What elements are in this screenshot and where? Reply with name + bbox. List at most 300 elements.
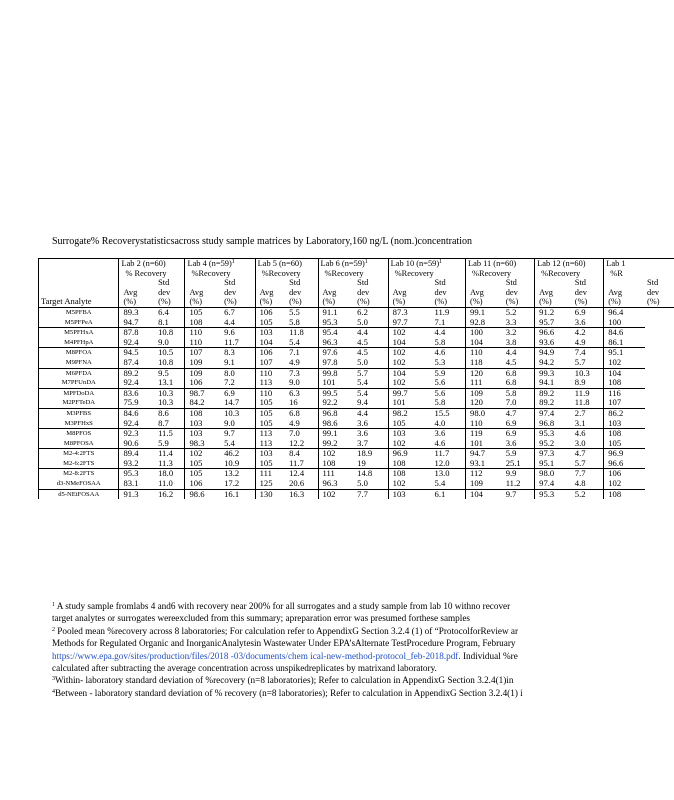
std-value: 8.0 [224, 367, 235, 378]
std-value: 16 [287, 398, 318, 408]
std-value: 18.0 [158, 468, 174, 479]
std-value: 6.9 [224, 387, 235, 398]
std-dev-header [645, 278, 674, 297]
avg-value: 95.3 [535, 489, 573, 499]
avg-value: 93.1 [466, 459, 504, 469]
avg-header [255, 278, 287, 297]
avg-value: 100 [466, 328, 504, 338]
std-value: 11.2 [504, 479, 535, 489]
std-value: 5.6 [434, 387, 446, 398]
table-row [39, 419, 674, 429]
std-value: 2.7 [574, 407, 586, 418]
dev-label: dev [357, 287, 370, 297]
avg-value: 105 [255, 419, 287, 429]
std-value: 4.6 [433, 439, 466, 449]
avg-value: 102 [388, 378, 432, 388]
std-value: 6.1 [434, 488, 446, 499]
avg-value: 101 [318, 378, 355, 388]
avg-value: 100 [604, 318, 645, 328]
avg-value: 98.3 [185, 439, 222, 449]
std-value: 5.3 [433, 358, 466, 368]
avg-value: 101 [466, 439, 504, 449]
dev-label: dev [574, 287, 587, 297]
avg-value: 109 [185, 358, 222, 368]
avg-value: 95.3 [123, 468, 139, 479]
avg-value: 94.1 [535, 378, 573, 388]
std-value: 14.7 [222, 398, 255, 408]
avg-value: 98.6 [185, 489, 222, 499]
avg-value: 103 [185, 429, 222, 439]
avg-value: 103 [604, 419, 645, 429]
avg-value: 120 [466, 368, 504, 378]
std-value: 5.7 [573, 358, 604, 368]
avg-label: Avg [470, 287, 484, 297]
std-value: 5.8 [433, 398, 466, 408]
std-value: 3.6 [573, 318, 604, 328]
avg-value: 101 [388, 398, 432, 408]
avg-value: 108 [185, 408, 222, 418]
avg-unit: (%) [466, 297, 504, 307]
avg-value: 105 [185, 459, 222, 469]
lab-header [388, 259, 465, 269]
std-unit: (%) [645, 297, 674, 307]
avg-value: 87.3 [388, 307, 432, 317]
avg-value: 104 [604, 368, 645, 378]
footnote-4: $^4$Between - laboratory standard deviation of % recovery (n=8 laboratories); Refer to calculation in AppendixG Section 3.2.4(1) i [52, 687, 523, 698]
std-value: 5.7 [357, 367, 368, 378]
avg-value: 106 [255, 307, 287, 317]
std-label: Std [158, 278, 170, 288]
std-value: 5.4 [357, 387, 368, 398]
avg-value: 84.6 [604, 328, 645, 338]
analyte-name: M3PFHxS [39, 419, 119, 429]
avg-value: 95.1 [535, 459, 573, 469]
analyte-name: M2PFTeDA [39, 398, 119, 408]
avg-value: 110 [466, 348, 504, 358]
lab-header [185, 259, 255, 269]
std-value: 11.5 [158, 428, 173, 439]
avg-value: 103 [185, 419, 222, 429]
std-value: 7.7 [357, 488, 368, 499]
analyte-name: M5PFHxA [39, 328, 119, 338]
avg-value: 90.6 [119, 439, 156, 449]
std-value: 5.2 [505, 306, 517, 317]
avg-label: Avg [123, 287, 138, 297]
std-value: 11.8 [289, 327, 304, 338]
avg-value: 94.5 [123, 347, 139, 358]
avg-value: 98.7 [185, 388, 222, 398]
avg-value: 99.2 [318, 439, 355, 449]
analyte-name: M5PFBA [39, 307, 119, 317]
std-value: 8.9 [573, 378, 604, 388]
std-unit: (%) [355, 297, 388, 307]
table-row [39, 479, 674, 489]
avg-value: 89.2 [123, 367, 139, 378]
analyte-name: M2-6:2FTS [39, 459, 119, 469]
avg-unit: (%) [185, 297, 222, 307]
std-value: 4.6 [574, 428, 586, 439]
avg-value: 84.6 [123, 407, 139, 418]
avg-value: 96.8 [535, 419, 573, 429]
avg-value: 110 [185, 338, 222, 348]
std-value: 6.8 [505, 367, 517, 378]
std-value: 4.9 [287, 358, 318, 368]
analyte-name: M8PFOSA [39, 439, 119, 449]
recovery-table [38, 258, 674, 499]
std-dev-header [287, 278, 318, 297]
std-value: 9.1 [222, 358, 255, 368]
avg-value: 102 [604, 358, 645, 368]
footnote-3: $^3$Within- laboratory standard deviation of %recovery (n=8 laboratories); Refer to calculation in AppendixG Section 3.2.4(1)in [52, 675, 514, 686]
std-value: 16.3 [289, 488, 305, 499]
std-value: 15.5 [434, 407, 450, 418]
avg-value: 89.3 [123, 306, 139, 317]
lab-name: Lab 12 (n=60) [537, 259, 586, 268]
avg-unit: (%) [388, 297, 432, 307]
avg-value: 95.3 [535, 429, 573, 439]
analyte-name: M3PFBS [39, 408, 119, 418]
std-value: 18.9 [357, 448, 373, 459]
avg-value: 103 [388, 429, 432, 439]
std-value: 6.4 [158, 306, 169, 317]
footnote-1: $^1$ A study sample fromlabs 4 and6 with recovery near 200% for all surrogates and a study sample from lab 10 withno recover [52, 601, 511, 611]
avg-value: 96.9 [388, 449, 432, 459]
avg-value: 107 [604, 398, 645, 408]
std-value: 11.9 [434, 306, 450, 317]
avg-value: 96.8 [318, 408, 355, 418]
std-label: Std [505, 278, 517, 288]
avg-value: 95.2 [535, 439, 573, 449]
avg-value: 102 [604, 479, 645, 489]
std-value: 9.4 [355, 398, 388, 408]
avg-value: 92.8 [466, 318, 504, 328]
std-value: 4.0 [433, 419, 466, 429]
std-value: 13.0 [434, 468, 450, 479]
avg-value: 94.2 [535, 358, 573, 368]
recovery-header: %R [604, 269, 674, 279]
avg-value: 89.4 [123, 448, 139, 459]
avg-value: 84.2 [185, 398, 222, 408]
table-row [39, 338, 674, 348]
std-value: 5.8 [505, 387, 517, 398]
std-value: 4.4 [505, 347, 517, 358]
footnote-2-link-line: https://www.epa.gov/sites/production/files/2018 -03/documents/chem ical-new-method-protocol_feb-2018.pdf. Individual %re [52, 650, 518, 661]
std-value: 4.2 [574, 327, 586, 338]
dev-label: dev [647, 287, 660, 297]
avg-value: 97.3 [535, 449, 573, 459]
std-dev-header [156, 278, 185, 297]
avg-value: 93.6 [535, 338, 573, 348]
avg-value: 99.3 [535, 368, 573, 378]
protocol-link[interactable]: https://www.epa.gov/sites/production/files/2018 -03/documents/chem ical-new-method-protocol_feb-2018.pdf. [52, 650, 461, 661]
avg-value: 106 [185, 479, 222, 489]
dev-label: dev [289, 287, 302, 297]
std-value: 4.8 [573, 479, 604, 489]
std-value: 6.8 [504, 378, 535, 388]
std-value: 7.0 [504, 398, 535, 408]
std-value: 3.8 [504, 338, 535, 348]
avg-header [466, 278, 504, 297]
avg-value: 98.6 [318, 419, 355, 429]
table-row [39, 378, 674, 388]
dev-label: dev [158, 287, 171, 297]
std-label: Std [434, 278, 446, 288]
lab-header [466, 259, 535, 269]
std-dev-header [355, 278, 388, 297]
avg-value: 96.6 [535, 328, 573, 338]
avg-value: 92.4 [119, 419, 156, 429]
recovery-header: %Recovery [388, 269, 465, 279]
avg-value: 104 [255, 338, 287, 348]
dev-label: dev [224, 287, 237, 297]
avg-value: 92.4 [119, 338, 156, 348]
std-value: 6.2 [357, 306, 368, 317]
avg-value: 93.2 [119, 459, 156, 469]
lab-name: Lab 1 [606, 259, 626, 268]
std-value: 13.1 [156, 378, 185, 388]
avg-value: 96.6 [604, 459, 645, 469]
avg-value: 96.3 [318, 338, 355, 348]
std-value: 3.2 [505, 327, 517, 338]
avg-value: 105 [185, 469, 222, 479]
recovery-header: %Recovery [185, 269, 255, 279]
avg-value: 83.6 [123, 387, 139, 398]
avg-value: 105 [255, 459, 287, 469]
std-unit: (%) [573, 297, 604, 307]
header-row-units [39, 297, 674, 307]
std-value: 3.6 [434, 428, 446, 439]
avg-value: 89.2 [535, 398, 573, 408]
avg-value: 109 [185, 368, 222, 378]
avg-value: 107 [185, 348, 222, 358]
avg-value: 102 [388, 358, 432, 368]
std-value: 5.8 [287, 318, 318, 328]
avg-value: 102 [388, 439, 432, 449]
avg-value: 111 [255, 469, 287, 479]
footnote-2-cont2: calculated after subtracting the average concentration across unspikedreplicates by matrixand laboratory. [52, 663, 437, 674]
std-value: 11.8 [573, 398, 604, 408]
std-dev-header [504, 278, 535, 297]
avg-value: 102 [388, 328, 432, 338]
std-unit: (%) [222, 297, 255, 307]
std-value: 10.8 [156, 358, 185, 368]
std-value: 11.0 [156, 479, 185, 489]
avg-value: 95.4 [318, 328, 355, 338]
std-value: 4.5 [355, 338, 388, 348]
avg-value: 102 [318, 449, 355, 459]
std-value: 8.1 [156, 318, 185, 328]
avg-header [318, 278, 355, 297]
avg-value: 102 [318, 489, 355, 499]
std-unit: (%) [156, 297, 185, 307]
std-value: 9.9 [505, 468, 517, 479]
avg-value: 97.4 [535, 408, 573, 418]
std-value: 8.4 [289, 448, 300, 459]
std-value: 6.9 [574, 306, 586, 317]
std-value: 7.1 [289, 347, 300, 358]
std-value: 9.5 [158, 367, 169, 378]
avg-value: 108 [388, 459, 432, 469]
avg-value: 105 [255, 318, 287, 328]
lab-name: Lab 2 (n=60) [121, 259, 166, 268]
std-value: 8.7 [156, 419, 185, 429]
dev-label: dev [434, 287, 447, 297]
avg-value: 92.4 [119, 378, 156, 388]
std-label: Std [289, 278, 301, 288]
avg-value: 99.5 [318, 388, 355, 398]
avg-header [119, 278, 156, 297]
lab-header [318, 259, 388, 269]
avg-header [535, 278, 573, 297]
avg-value: 103 [388, 489, 432, 499]
lab-name: Lab 10 (n=59) [390, 259, 440, 268]
table-caption: Surrogate% Recoverystatisticsacross study sample matrices by Laboratory,160 ng/L (nom.)concentration [52, 236, 472, 247]
avg-value: 105 [185, 307, 222, 317]
std-value: 6.9 [504, 419, 535, 429]
avg-value: 108 [318, 459, 355, 469]
lab-header [255, 259, 318, 269]
analyte-name: M9PFNA [39, 358, 119, 368]
avg-value: 116 [604, 388, 645, 398]
avg-value: 99.7 [388, 388, 432, 398]
std-value: 3.6 [355, 419, 388, 429]
std-value: 7.1 [433, 318, 466, 328]
avg-header [185, 278, 222, 297]
std-value: 10.5 [158, 347, 174, 358]
recovery-header: %Recovery [466, 269, 535, 279]
std-value: 4.5 [357, 347, 368, 358]
avg-value: 118 [466, 358, 504, 368]
std-value: 16.2 [158, 488, 174, 499]
avg-value: 112 [466, 469, 504, 479]
avg-value: 98.2 [388, 408, 432, 418]
std-value: 5.4 [287, 338, 318, 348]
std-value: 11.3 [156, 459, 185, 469]
avg-value: 113 [255, 429, 287, 439]
std-value: 25.1 [504, 459, 535, 469]
header-row-recovery [39, 269, 674, 279]
header-row-labs [39, 259, 674, 269]
avg-value: 109 [466, 388, 504, 398]
avg-value: 95.7 [535, 318, 573, 328]
std-value: 4.9 [287, 419, 318, 429]
avg-value: 106 [255, 348, 287, 358]
recovery-header: %Recovery [255, 269, 318, 279]
avg-value: 107 [255, 358, 287, 368]
std-dev-header [573, 278, 604, 297]
lab-header [604, 259, 674, 269]
dev-label: dev [505, 287, 518, 297]
analyte-name: d5-NEtFOSAA [39, 489, 119, 499]
lab-footnote-marker: 1 [231, 259, 235, 265]
std-value: 10.3 [156, 398, 185, 408]
analyte-name: d3-NMeFOSAA [39, 479, 119, 489]
std-value: 4.7 [505, 407, 517, 418]
std-value: 7.2 [222, 378, 255, 388]
std-value: 6.9 [505, 428, 517, 439]
avg-value: 87.4 [119, 358, 156, 368]
avg-value: 104 [466, 489, 504, 499]
avg-value: 102 [388, 479, 432, 489]
avg-value: 111 [318, 469, 355, 479]
analyte-name: M5PFPeA [39, 318, 119, 328]
table-row [39, 439, 674, 449]
avg-label: Avg [322, 287, 337, 297]
std-unit: (%) [433, 297, 466, 307]
std-value: 4.5 [504, 358, 535, 368]
avg-value: 96.3 [318, 479, 355, 489]
std-value: 6.8 [289, 407, 300, 418]
avg-value: 95.3 [318, 318, 355, 328]
avg-value: 108 [185, 318, 222, 328]
std-label: Std [357, 278, 369, 288]
std-value: 11.7 [287, 459, 318, 469]
recovery-header: %Recovery [318, 269, 388, 279]
std-value: 5.0 [355, 358, 388, 368]
std-value: 4.4 [222, 318, 255, 328]
avg-value: 110 [255, 368, 287, 378]
std-dev-header [433, 278, 466, 297]
std-value: 19 [355, 459, 388, 469]
analyte-name: M6PFDA [39, 368, 119, 378]
avg-value: 98.0 [466, 408, 504, 418]
avg-value: 104 [466, 338, 504, 348]
avg-value: 89.2 [535, 388, 573, 398]
std-value: 6.7 [224, 306, 235, 317]
table-row [39, 459, 674, 469]
std-value: 10.9 [222, 459, 255, 469]
avg-value: 91.1 [318, 307, 355, 317]
std-value: 46.2 [224, 448, 240, 459]
avg-value: 92.3 [123, 428, 139, 439]
avg-value: 106 [185, 378, 222, 388]
avg-value: 96.9 [604, 449, 645, 459]
analyte-name: MPFDoDA [39, 388, 119, 398]
avg-value: 111 [466, 378, 504, 388]
analyte-name: M8PFOA [39, 348, 119, 358]
avg-value: 113 [255, 439, 287, 449]
std-value: 5.0 [355, 479, 388, 489]
avg-value: 91.3 [123, 488, 139, 499]
std-value: 3.6 [357, 428, 368, 439]
lab-header [535, 259, 604, 269]
std-value: 13.2 [224, 468, 240, 479]
avg-label: Avg [259, 287, 274, 297]
std-value: 11.4 [158, 448, 173, 459]
avg-label: Avg [608, 287, 623, 297]
analyte-name: M2-8:2FTS [39, 469, 119, 479]
footnote-1-cont: target analytes or surrogates wereexcluded from this summary; apreparation error was presumed forthese samples [52, 613, 470, 624]
lab-footnote-marker: 1 [364, 259, 368, 265]
std-value: 3.7 [355, 439, 388, 449]
std-value: 5.5 [289, 306, 300, 317]
std-dev-header [222, 278, 255, 297]
std-value: 9.7 [224, 428, 235, 439]
std-value: 8.3 [224, 347, 235, 358]
table-row [39, 318, 674, 328]
recovery-header: %Recovery [535, 269, 604, 279]
avg-value: 97.7 [388, 318, 432, 328]
header-row-stats [39, 278, 674, 297]
std-value: 16.1 [224, 488, 240, 499]
std-value: 3.0 [573, 439, 604, 449]
footnote-2-cont: Methods for Regulated Organic and InorganicAnalytesin Wastewater Under EPA’sAlternate TestProcedure Program, February [52, 638, 516, 649]
std-value: 7.3 [289, 367, 300, 378]
std-value: 5.9 [156, 439, 185, 449]
avg-value: 97.8 [318, 358, 355, 368]
std-value: 14.8 [357, 468, 373, 479]
recovery-table-wrapper [38, 258, 660, 499]
